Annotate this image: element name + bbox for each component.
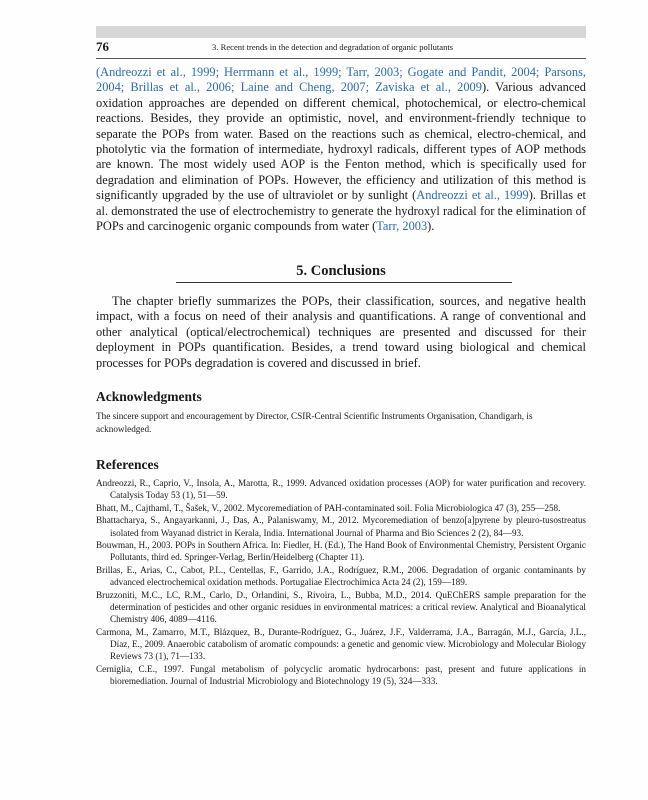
running-title: 3. Recent trends in the detection and degradation of organic pollutants: [212, 42, 454, 52]
acknowledgments-text: The sincere support and encouragement by Director, CSIR-Central Scientific Instruments Organisation, Chandigarh, is acknowledged.: [96, 411, 533, 434]
conclusions-heading: 5. Conclusions: [296, 263, 386, 279]
reference-item: Brillas, E., Arias, C., Cabot, P.L., Centellas, F., Garrido, J.A., Rodríguez, R.M., 2006. Degradation of organic contaminants by advanced electrochemical oxidation methods. Portugaliae Electrochimica Acta 24 (2), 159—189.: [96, 564, 586, 588]
reference-item: Andreozzi, R., Caprio, V., Insola, A., Marotta, R., 1999. Advanced oxidation processes (AOP) for water purification and recovery. Catalysis Today 53 (1), 51—59.: [96, 478, 586, 501]
paragraph-text: ). Brillas et al. demonstrated the use of electrochemistry to generate the hydroxyl radical for the elimination of POPs and carcinogenic organic compounds from water (: [96, 188, 586, 234]
intro-paragraph: [96, 65, 586, 234]
running-header-bar: [96, 26, 586, 38]
reference-item: Bruzzoniti, M.C., LC, R.M., Carlo, D., Orlandini, S., Rivoira, L., Bubba, M.D., 2014. QuEChERS sample preparation for the determination of pesticides and other organic residues in environmental matrices: a critical review. Analytical and Bioanalytical Chemistry 406, 4089—4116.: [96, 589, 586, 625]
acknowledgments-heading: Acknowledgments: [96, 389, 202, 404]
paragraph-text: ). Various advanced oxidation approaches are depended on different chemical, photochemical, or electro-chemical reactions. Besides, they provide an optimistic, novel, and environment-friendly technique to separate the POPs from water. Based on the reactions such as chemical, electro-chemical, and photolytic via the formation of intermediate, hydroxyl radicals, different types of AOP methods are known. The most widely used AOP is the Fenton method, which is specifically used for degradation and elimination of POPs. However, the efficiency and utilization of this method is significantly upgraded by the use of ultraviolet or by sunlight (: [96, 80, 586, 203]
citation-link[interactable]: Andreozzi et al., 1999: [416, 188, 529, 203]
citation-link[interactable]: (Andreozzi et al., 1999; Herrmann et al., 1999; Tarr, 2003; Gogate and Pandit, 2004; Parsons, 2004; Brillas et al., 2006; Laine and Cheng, 2007; Zaviska et al., 2009: [96, 65, 586, 95]
header-divider: [96, 58, 586, 59]
reference-item: Bouwman, H., 2003. POPs in Southern Africa. In: Fiedler, H. (Ed.), The Hand Book of Environmental Chemistry, Persistent Organic Pollutants, third ed. Springer-Verlag, Berlin/Heidelberg (Chapter 11).: [96, 540, 586, 563]
page-number: 76: [96, 39, 109, 54]
reference-item: Bhatt, M., Cajthaml, T., Šašek, V., 2002. Mycoremediation of PAH-contaminated soil. Folia Microbiologica 47 (3), 255—258.: [96, 502, 561, 513]
paragraph-text: ).: [427, 219, 435, 234]
reference-item: Carmona, M., Zamarro, M.T., Blázquez, B., Durante-Rodríguez, G., Juárez, J.F., Valderrama, J.A., Barragán, M.J., García, J.L., Díaz, E., 2009. Anaerobic catabolism of aromatic compounds: a genetic and genomic view. Microbiology and Molecular Biology Reviews 73 (1), 71—133.: [96, 626, 586, 662]
citation-link[interactable]: Tarr, 2003: [376, 219, 428, 234]
conclusions-paragraph: The chapter briefly summarizes the POPs, their classification, sources, and negative health impact, with a focus on need of their analysis and quantifications. A range of conventional and other analytical (optical/electrochemical) techniques are presented and discussed for their deployment in POPs quantification. Besides, a trend toward using biological and chemical processes for POPs degradation is covered and discussed in brief.: [96, 294, 586, 370]
reference-item: Cerniglia, C.E., 1997. Fungal metabolism of polycyclic aromatic hydrocarbons: past, present and future applications in bioremediation. Journal of Industrial Microbiology and Biotechnology 19 (5), 324—333.: [96, 663, 586, 687]
section-divider: [176, 282, 512, 283]
reference-item: Bhattacharya, S., Angayarkanni, J., Das, A., Palaniswamy, M., 2012. Mycoremediation of benzo[a]pyrene by pleuro-tusostreatus isolated from Wayanad district in Kerala, India. International Journal of Pharma and Bio Sciences 2 (2), 84—93.: [96, 515, 586, 538]
references-list: [96, 477, 586, 688]
references-heading: References: [96, 457, 159, 472]
